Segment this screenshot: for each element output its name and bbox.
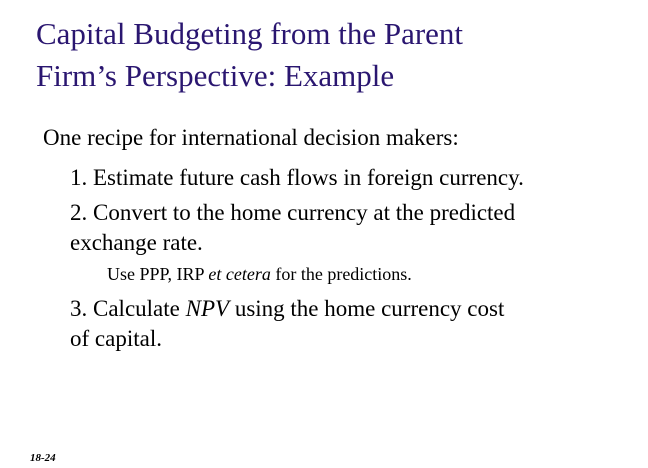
sub-point-pre: Use PPP, IRP [107, 264, 209, 284]
step-2-line-2: exchange rate. [70, 230, 203, 255]
step-1-text: 1. Estimate future cash flows in foreign currency. [70, 165, 524, 190]
sub-point-emphasis: et cetera [208, 264, 271, 284]
step-3-line-2: of capital. [70, 326, 162, 351]
step-3-post: using the home currency cost [229, 296, 505, 321]
sub-point-text [107, 263, 412, 285]
step-3-pre: 3. Calculate [70, 296, 186, 321]
step-2-line-1: 2. Convert to the home currency at the predicted [70, 200, 516, 225]
step-3-line-1 [70, 295, 504, 323]
slide-title-line-1: Capital Budgeting from the Parent [36, 16, 464, 51]
step-3-emphasis: NPV [185, 296, 230, 321]
slide-title-line-2: Firm’s Perspective: Example [36, 58, 395, 93]
slide-title [36, 13, 636, 97]
sub-point-post: for the predictions. [270, 264, 412, 284]
intro-text: One recipe for international decision makers: [43, 125, 459, 150]
page-number: 18-24 [30, 452, 56, 464]
